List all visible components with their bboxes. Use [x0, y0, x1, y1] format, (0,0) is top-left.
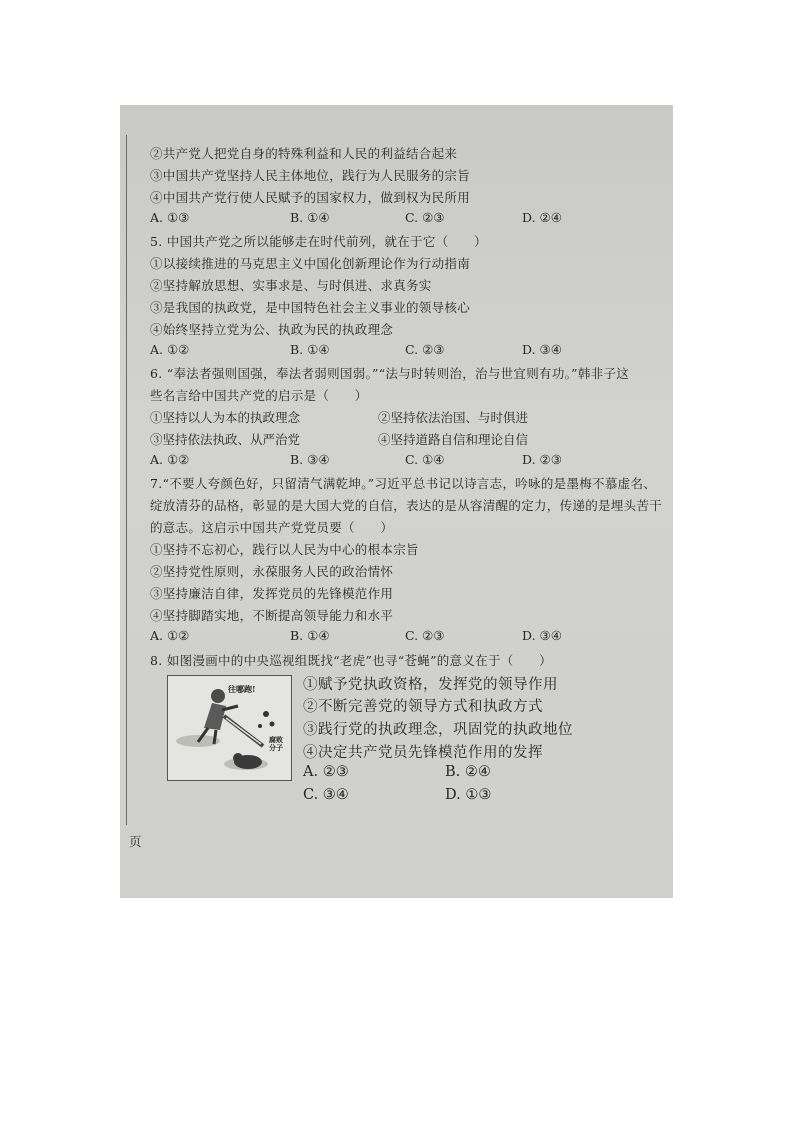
- q6-option-c: C. ①④: [405, 452, 445, 467]
- q5-stem: 5. 中国共产党之所以能够走在时代前列，就在于它（ ）: [150, 234, 487, 249]
- q5-statement-2: ②坚持解放思想、实事求是、与时俱进、求真务实: [150, 278, 432, 293]
- q8-option-a: A. ②③: [303, 764, 349, 780]
- q6-statement-3: ③坚持依法执政、从严治党: [150, 432, 301, 447]
- q4-statement-4: ④中国共产党行使人民赋予的国家权力，做到权为民所用: [150, 190, 471, 205]
- page-footer-char: 页: [129, 834, 142, 849]
- q8-statement-1: ①赋予党执政资格，发挥党的领导作用: [303, 677, 558, 693]
- q5-option-d: D. ③④: [522, 342, 562, 357]
- q7-option-d: D. ③④: [522, 628, 562, 643]
- q6-stem-line2: 些名言给中国共产党的启示是（ ）: [150, 388, 368, 403]
- q8-option-b: B. ②④: [445, 764, 491, 780]
- q8-statement-2: ②不断完善党的领导方式和执政方式: [303, 699, 543, 715]
- q7-statement-1: ①坚持不忘初心，践行以人民为中心的根本宗旨: [150, 542, 419, 557]
- q7-statement-4: ④坚持脚踏实地，不断提高领导能力和水平: [150, 608, 394, 623]
- q8-option-d: D. ①③: [445, 787, 492, 803]
- q7-statement-3: ③坚持廉洁自律，发挥党员的先锋模范作用: [150, 586, 394, 601]
- q6-option-a: A. ①②: [150, 452, 190, 467]
- q8-statement-3: ③践行党的执政理念，巩固党的执政地位: [303, 722, 573, 738]
- q4-option-b: B. ①④: [290, 210, 330, 225]
- q6-stem-line1: 6. “奉法者强则国强，奉法者弱则国弱。”“法与时转则治，治与世宜则有功。”韩非子这: [150, 366, 630, 381]
- q8-option-c: C. ③④: [303, 787, 349, 803]
- photographed-exam-page: [120, 105, 673, 898]
- q6-option-d: D. ②③: [522, 452, 562, 467]
- cartoon-speech-bubble: 往哪跑!: [228, 684, 256, 694]
- q5-statement-3: ③是我国的执政党，是中国特色社会主义事业的领导核心: [150, 300, 471, 315]
- q4-option-a: A. ①③: [150, 210, 190, 225]
- q6-statement-4: ④坚持道路自信和理论自信: [378, 432, 529, 447]
- cartoon-label: 腐败分子: [269, 735, 283, 752]
- q6-statement-2: ②坚持依法治国、与时俱进: [378, 410, 529, 425]
- q5-option-a: A. ①②: [150, 342, 190, 357]
- q5-option-c: C. ②③: [405, 342, 445, 357]
- q7-option-b: B. ①④: [290, 628, 330, 643]
- margin-rule: [126, 135, 127, 825]
- q7-statement-2: ②坚持党性原则，永葆服务人民的政治情怀: [150, 564, 394, 579]
- q8-statement-4: ④决定共产党员先锋模范作用的发挥: [303, 745, 543, 761]
- q8-stem: 8. 如图漫画中的中央巡视组既找“老虎”也寻“苍蝇”的意义在于（ ）: [150, 653, 552, 668]
- q5-statement-4: ④始终坚持立党为公、执政为民的执政理念: [150, 322, 394, 337]
- q4-statement-3: ③中国共产党坚持人民主体地位，践行为人民服务的宗旨: [150, 168, 471, 183]
- q5-statement-1: ①以接续推进的马克思主义中国化创新理论作为行动指南: [150, 256, 471, 271]
- q7-option-c: C. ②③: [405, 628, 445, 643]
- q4-statement-2: ②共产党人把党自身的特殊利益和人民的利益结合起来: [150, 146, 458, 161]
- q7-stem-line2: 绽放清芬的品格，彰显的是大国大党的自信，表达的是从容清醒的定力，传递的是埋头苦干: [150, 498, 663, 513]
- q6-statement-1: ①坚持以人为本的执政理念: [150, 410, 301, 425]
- q4-option-c: C. ②③: [405, 210, 445, 225]
- q7-option-a: A. ①②: [150, 628, 190, 643]
- q4-option-d: D. ②④: [522, 210, 562, 225]
- q7-stem-line3: 的意志。这启示中国共产党党员要（ ）: [150, 520, 394, 535]
- q7-stem-line1: 7.“不要人夸颜色好，只留清气满乾坤。”习近平总书记以诗言志，吟咏的是墨梅不慕虚名、: [150, 476, 657, 491]
- cartoon-image: [167, 675, 292, 781]
- q5-option-b: B. ①④: [290, 342, 330, 357]
- q6-option-b: B. ③④: [290, 452, 330, 467]
